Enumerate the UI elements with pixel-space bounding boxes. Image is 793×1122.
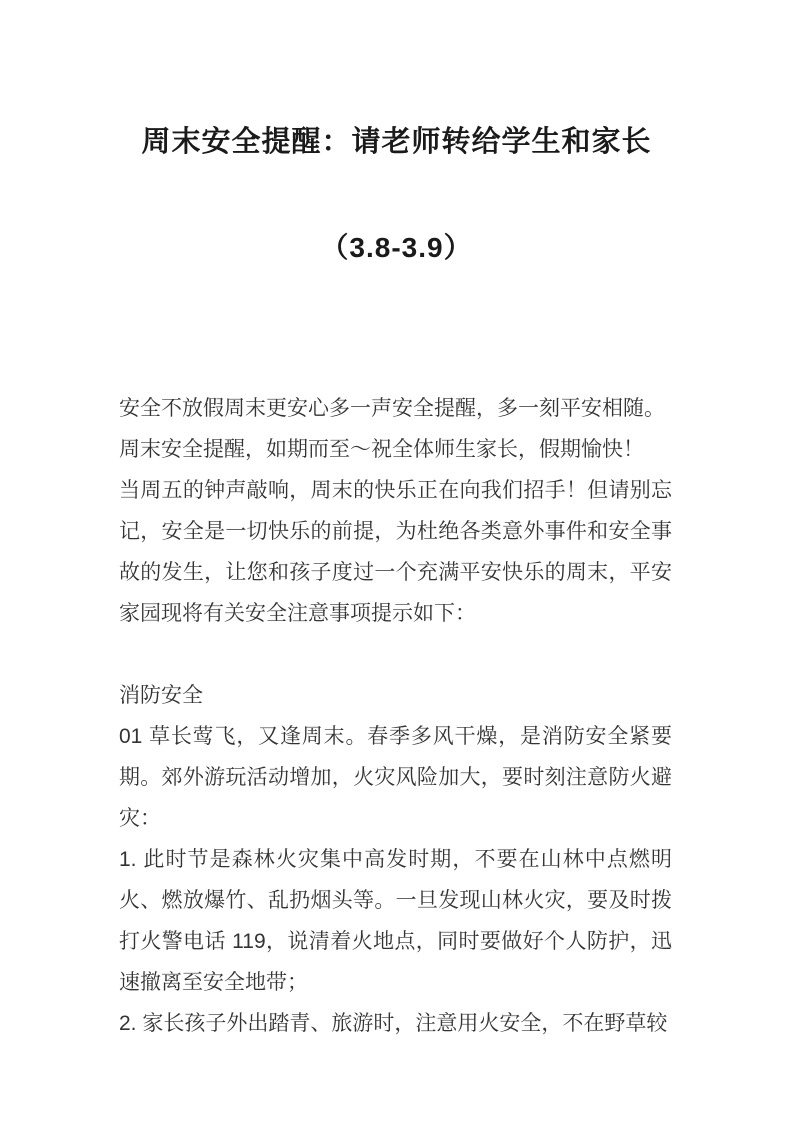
intro-paragraph: 当周五的钟声敲响，周末的快乐正在向我们招手！但请别忘记，安全是一切快乐的前提，为杜绝各类意外事件和安全事故的发生，让您和孩子度过一个充满平安快乐的周末，平安家园现将有关安全注意事项提示如下：	[119, 479, 672, 625]
fire-safety-paragraph: 01 草长莺飞，又逢周末。春季多风干燥，是消防安全紧要期。郊外游玩活动增加，火灾风险加大，要时刻注意防火避灾：	[119, 725, 672, 830]
fire-safety-paragraph: 2. 家长孩子外出踏青、旅游时，注意用火安全，不在野草较	[119, 1012, 668, 1035]
section-heading-fire-safety: 消防安全	[119, 684, 203, 707]
document-body	[0, 388, 793, 1044]
document-subtitle: （3.8-3.9）	[320, 232, 473, 263]
document-title: 周末安全提醒：请老师转给学生和家长	[141, 126, 652, 158]
fire-safety-paragraph: 1. 此时节是森林火灾集中高发时期，不要在山林中点燃明火、燃放爆竹、乱扔烟头等。一旦发现山林火灾，要及时拨打火警电话 119，说清着火地点，同时要做好个人防护，迅速撤离至安全地带；	[119, 848, 672, 994]
intro-paragraph: 周末安全提醒，如期而至～祝全体师生家长，假期愉快！	[119, 438, 644, 461]
intro-paragraph: 安全不放假周末更安心多一声安全提醒，多一刻平安相随。	[119, 397, 665, 420]
